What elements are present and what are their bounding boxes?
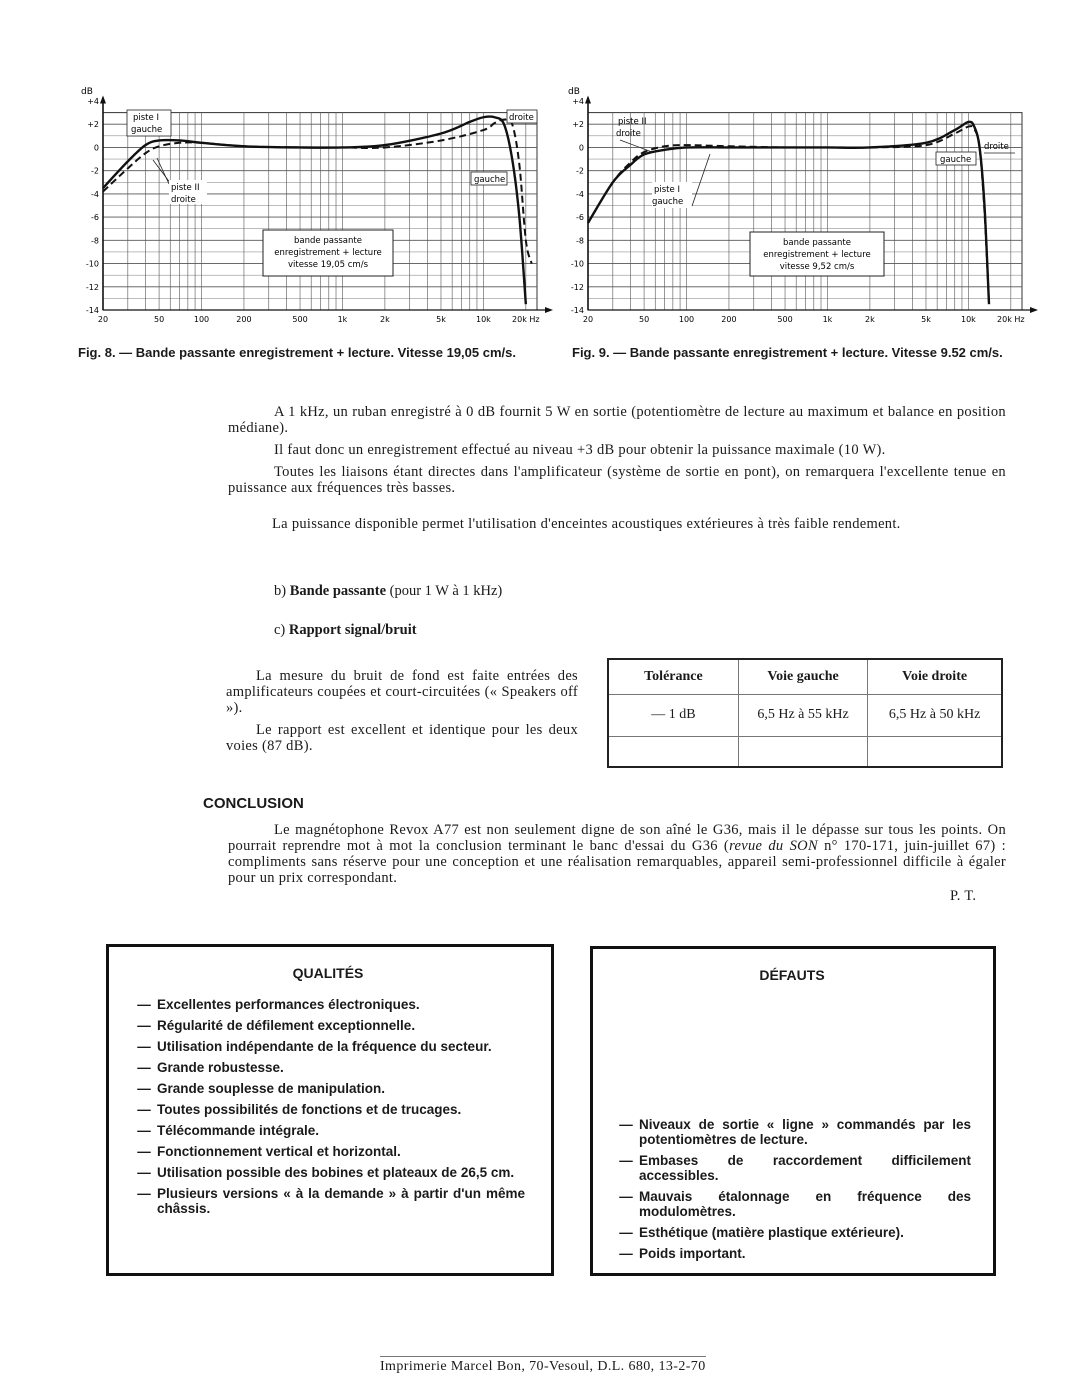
x-tick-label: 100 <box>193 315 210 324</box>
x-tick-label: 20 <box>582 315 594 324</box>
dash-bullet: — <box>619 1153 633 1168</box>
paragraph: La puissance disponible permet l'utilisation d'enceintes acoustiques extérieures à très faible rendement. <box>272 516 901 532</box>
table-header: Voie gauche <box>738 660 867 694</box>
y-tick-label: 0 <box>578 143 584 153</box>
body-text <box>228 404 1006 502</box>
list-item-text: Régularité de défilement exceptionnelle. <box>157 1018 416 1033</box>
dash-bullet: — <box>137 1081 151 1096</box>
y-tick-label: -8 <box>91 236 99 246</box>
svg-text:droite: droite <box>171 195 196 205</box>
fig8-caption: Fig. 8. — Bande passante enregistrement + lecture. Vitesse 19,05 cm/s. <box>78 345 516 360</box>
list-item <box>131 1123 525 1138</box>
svg-text:droite: droite <box>509 113 534 123</box>
svg-text:piste I: piste I <box>654 185 680 195</box>
x-tick-label: 20k Hz <box>997 315 1025 324</box>
list-item <box>131 1186 525 1216</box>
y-tick-label: -2 <box>576 166 584 176</box>
dash-bullet: — <box>137 1018 151 1033</box>
y-tick-label: -12 <box>570 282 584 292</box>
dash-bullet: — <box>137 1123 151 1138</box>
svg-text:vitesse 19,05 cm/s: vitesse 19,05 cm/s <box>287 260 369 270</box>
y-tick-label: -4 <box>576 189 584 199</box>
paragraph: Toutes les liaisons étant directes dans l'amplificateur (système de sortie en pont), on remarquera l'excellente tenue en puissance aux fréquences très basses. <box>228 464 1006 496</box>
svg-text:vitesse 9,52 cm/s: vitesse 9,52 cm/s <box>779 262 855 272</box>
list-item-text: Mauvais étalonnage en fréquence des modulomètres. <box>639 1189 971 1219</box>
list-item-text: Utilisation possible des bobines et plateaux de 26,5 cm. <box>157 1165 515 1180</box>
paragraph: Le rapport est excellent et identique pour les deux voies (87 dB). <box>226 722 578 754</box>
x-tick-label: 50 <box>153 315 165 324</box>
x-tick-label: 50 <box>638 315 650 324</box>
svg-text:gauche: gauche <box>652 197 684 207</box>
table-cell: — 1 dB <box>609 694 738 736</box>
dash-bullet: — <box>137 1186 151 1201</box>
printer-footer: Imprimerie Marcel Bon, 70-Vesoul, D.L. 680, 13-2-70 <box>380 1356 706 1375</box>
y-tick-label: +2 <box>87 120 99 130</box>
body-text-last <box>200 516 1006 538</box>
dash-bullet: — <box>137 1060 151 1075</box>
section-b-heading: b) Bande passante (pour 1 W à 1 kHz) <box>274 583 503 599</box>
x-tick-label: 5k <box>436 315 446 324</box>
y-tick-label: -10 <box>570 259 584 269</box>
list-item <box>613 1225 971 1240</box>
dash-bullet: — <box>619 1246 633 1261</box>
x-tick-label: 500 <box>292 315 308 324</box>
tolerance-table <box>609 660 1001 766</box>
dash-bullet: — <box>137 997 151 1012</box>
list-item-text: Fonctionnement vertical et horizontal. <box>157 1144 401 1159</box>
dash-bullet: — <box>137 1102 151 1117</box>
y-tick-label: -6 <box>91 213 99 223</box>
list-item-text: Télécommande intégrale. <box>157 1123 320 1138</box>
list-item-text: Niveaux de sortie « ligne » commandés par les potentiomètres de lecture. <box>639 1117 971 1147</box>
x-tick-label: 200 <box>721 315 737 324</box>
list-item-text: Toutes possibilités de fonctions et de trucages. <box>157 1102 462 1117</box>
svg-text:piste I: piste I <box>133 113 159 123</box>
y-tick-label: -10 <box>85 259 99 269</box>
table-cell: 6,5 Hz à 50 kHz <box>868 694 1001 736</box>
fig9-label-piste1 <box>652 154 710 208</box>
x-tick-label: 2k <box>380 315 390 324</box>
y-tick-label: 0 <box>93 143 99 153</box>
paragraph: Il faut donc un enregistrement effectué au niveau +3 dB pour obtenir la puissance maximale (10 W). <box>274 442 886 458</box>
dash-bullet: — <box>137 1144 151 1159</box>
svg-text:piste II: piste II <box>171 183 200 193</box>
list-item <box>613 1153 971 1183</box>
fig9-info-box <box>750 232 884 276</box>
y-tick-label: +4 <box>572 97 584 106</box>
list-item-text: Grande robustesse. <box>157 1060 284 1075</box>
noise-text <box>226 668 578 760</box>
list-item-text: Excellentes performances électroniques. <box>157 997 420 1012</box>
list-item <box>131 997 525 1012</box>
y-tick-label: -14 <box>570 306 584 315</box>
svg-text:enregistrement + lecture: enregistrement + lecture <box>763 250 871 260</box>
x-tick-label: 100 <box>678 315 695 324</box>
dash-bullet: — <box>137 1165 151 1180</box>
fig9-label-gauche <box>936 152 976 165</box>
figure-8-chart <box>75 72 555 337</box>
qualites-title: QUALITÉS <box>292 965 364 981</box>
fig8-label-droite <box>507 110 537 123</box>
x-tick-label: 20k Hz <box>512 315 540 324</box>
tolerance-table-frame <box>607 658 1003 768</box>
fig9-y-unit: dB <box>568 87 580 97</box>
svg-text:bande passante: bande passante <box>294 236 362 246</box>
qualites-box <box>106 944 554 1276</box>
svg-text:gauche: gauche <box>940 155 972 165</box>
section-c-heading: c) Rapport signal/bruit <box>274 622 417 638</box>
list-item <box>131 1144 525 1159</box>
x-tick-label: 500 <box>777 315 793 324</box>
list-item-text: Embases de raccordement difficilement accessibles. <box>639 1153 971 1183</box>
paragraph: La mesure du bruit de fond est faite entrées des amplificateurs coupées et court-circuitées (« Speakers off »). <box>226 668 578 716</box>
fig9-label-piste2 <box>616 117 652 152</box>
list-item-text: Grande souplesse de manipulation. <box>157 1081 386 1096</box>
list-item <box>613 1117 971 1147</box>
defauts-title: DÉFAUTS <box>759 967 825 983</box>
list-item-text: Poids important. <box>639 1246 746 1261</box>
svg-text:droite: droite <box>984 142 1009 152</box>
conclusion-heading: CONCLUSION <box>203 795 304 812</box>
y-tick-label: +2 <box>572 120 584 130</box>
x-tick-label: 10k <box>476 315 491 324</box>
y-tick-label: -8 <box>576 236 584 246</box>
list-item <box>613 1246 971 1261</box>
table-header: Voie droite <box>868 660 1001 694</box>
table-cell: 6,5 Hz à 55 kHz <box>738 694 867 736</box>
signature: P. T. <box>950 888 977 904</box>
list-item <box>131 1081 525 1096</box>
dash-bullet: — <box>619 1189 633 1204</box>
svg-text:piste II: piste II <box>618 117 647 127</box>
list-item <box>131 1165 525 1180</box>
list-item <box>613 1189 971 1219</box>
svg-text:gauche: gauche <box>474 175 506 185</box>
svg-text:droite: droite <box>616 129 641 139</box>
dash-bullet: — <box>619 1117 633 1132</box>
conclusion-text: Le magnétophone Revox A77 est non seulement digne de son aîné le G36, mais il le dépasse sur tous les points. On pourrait reprendre mot à mot la conclusion terminant le banc d'essai du G36 (revue du SON n° 170-171, juin-juillet 67) : compliments sans réserve pour une conception et une réalisation remarquables, appareil semi-professionnel difficile à égaler pour un prix correspondant. <box>228 822 1007 886</box>
x-tick-label: 10k <box>961 315 976 324</box>
y-tick-label: -14 <box>85 306 99 315</box>
dash-bullet: — <box>619 1225 633 1240</box>
defauts-box <box>590 946 996 1276</box>
svg-text:enregistrement + lecture: enregistrement + lecture <box>274 248 382 258</box>
x-tick-label: 200 <box>236 315 252 324</box>
fig9-series <box>588 122 989 304</box>
list-item <box>131 1060 525 1075</box>
x-tick-label: 2k <box>865 315 875 324</box>
fig8-label-gauche <box>471 172 507 185</box>
qualites-list <box>131 997 525 1216</box>
svg-text:gauche: gauche <box>131 125 163 135</box>
list-item-text: Esthétique (matière plastique extérieure). <box>639 1225 904 1240</box>
fig8-info-box <box>263 230 393 276</box>
figure-9-chart <box>560 72 1040 337</box>
defauts-list <box>613 1117 971 1267</box>
y-tick-label: -4 <box>91 189 99 199</box>
list-item <box>131 1018 525 1033</box>
list-item <box>131 1039 525 1054</box>
fig8-y-unit: dB <box>81 87 93 97</box>
x-tick-label: 1k <box>822 315 833 324</box>
series-line <box>588 122 989 304</box>
paragraph: A 1 kHz, un ruban enregistré à 0 dB fournit 5 W en sortie (potentiomètre de lecture au maximum et balance en position médiane). <box>228 404 1006 436</box>
list-item-text: Utilisation indépendante de la fréquence du secteur. <box>157 1039 492 1054</box>
x-tick-label: 5k <box>921 315 931 324</box>
y-tick-label: -6 <box>576 213 584 223</box>
x-tick-label: 1k <box>337 315 348 324</box>
fig8-label-piste1 <box>127 110 171 136</box>
x-tick-label: 20 <box>97 315 109 324</box>
fig8-label-piste2 <box>153 158 207 205</box>
y-tick-label: -12 <box>85 282 99 292</box>
fig9-caption: Fig. 9. — Bande passante enregistrement + lecture. Vitesse 9.52 cm/s. <box>572 345 1003 360</box>
y-tick-label: -2 <box>91 166 99 176</box>
y-tick-label: +4 <box>87 97 99 106</box>
list-item <box>131 1102 525 1117</box>
table-header: Tolérance <box>609 660 738 694</box>
list-item-text: Plusieurs versions « à la demande » à partir d'un même châssis. <box>157 1186 525 1216</box>
dash-bullet: — <box>137 1039 151 1054</box>
svg-text:bande passante: bande passante <box>783 238 851 248</box>
